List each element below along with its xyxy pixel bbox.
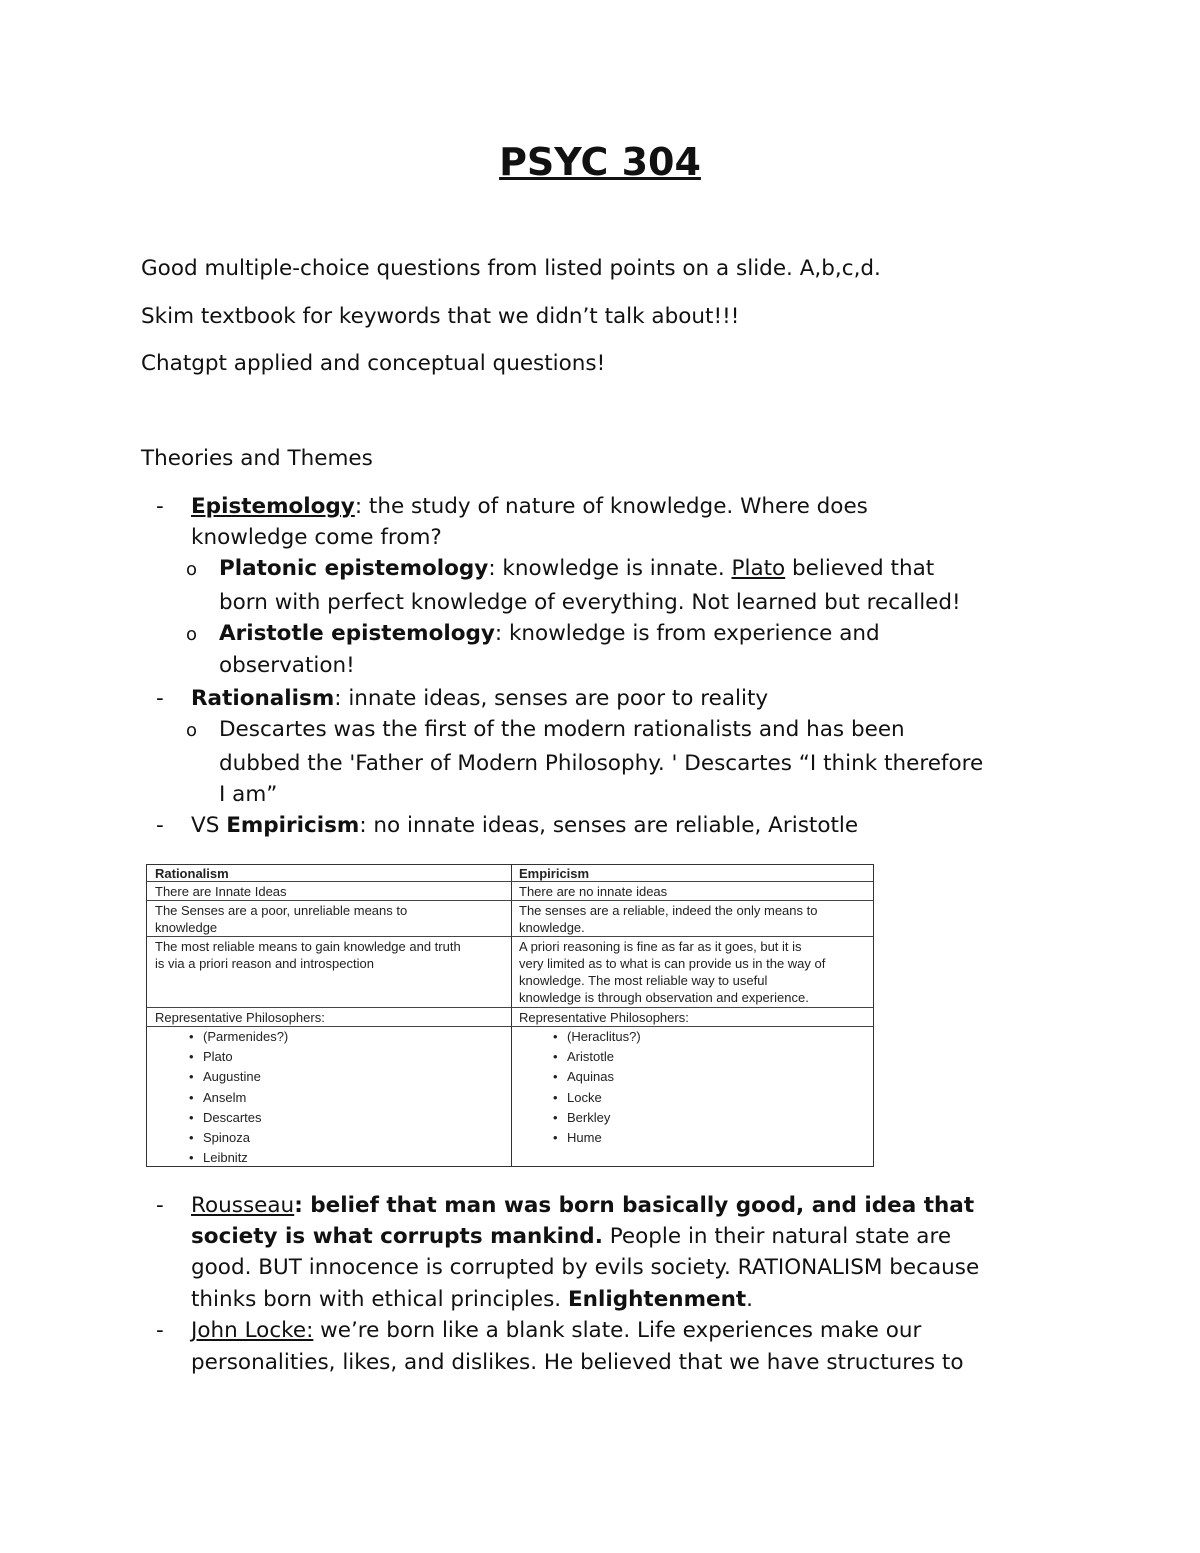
- table-cell-line: knowledge: [155, 920, 218, 935]
- list-item: • (Heraclitus?): [567, 1027, 869, 1047]
- table-row-divider: [147, 1007, 873, 1008]
- locke-name: John Locke:: [191, 1318, 314, 1343]
- intro-line-2: Skim textbook for keywords that we didn’t talk about!!!: [141, 304, 740, 329]
- list-item: • Augustine: [203, 1067, 505, 1087]
- locke-text: we’re born like a blank slate. Life experiences make our: [313, 1318, 922, 1343]
- dash-bullet: -: [156, 1318, 164, 1343]
- table-row-divider: [147, 936, 873, 937]
- table-column-divider: [511, 865, 512, 1166]
- circle-bullet: o: [186, 720, 198, 741]
- list-item: • Leibnitz: [203, 1148, 505, 1168]
- list-item: • Anselm: [203, 1088, 505, 1108]
- aristotle-line-2: observation!: [219, 653, 355, 678]
- aristotle-text: : knowledge is from experience and: [494, 621, 880, 646]
- table-cell: [519, 938, 869, 1006]
- circle-bullet: o: [186, 559, 198, 580]
- table-cell-line: A priori reasoning is fine as far as it goes, but it is: [519, 939, 802, 954]
- table-cell: [519, 902, 869, 936]
- platonic-item: [219, 556, 934, 581]
- rousseau-line-2: [191, 1224, 951, 1249]
- intro-line-3: Chatgpt applied and conceptual questions!: [141, 351, 606, 376]
- intro-line-1: Good multiple-choice questions from listed points on a slide. A,b,c,d.: [141, 256, 881, 281]
- table-cell-line: knowledge is through observation and experience.: [519, 990, 809, 1005]
- table-cell-line: The Senses are a poor, unreliable means to: [155, 903, 408, 918]
- table-cell: Representative Philosophers:: [519, 1010, 689, 1025]
- rousseau-item: [191, 1193, 974, 1218]
- rousseau-line-4: [191, 1287, 753, 1312]
- table-header-empiricism: Empiricism: [519, 866, 590, 881]
- platonic-text-2: believed that: [785, 556, 935, 581]
- descartes-line-3: I am”: [219, 782, 278, 807]
- list-item: • Descartes: [203, 1108, 505, 1128]
- empiricism-item: [191, 813, 858, 838]
- table-cell: [155, 902, 505, 936]
- table-cell-philosophers-right: [519, 1027, 869, 1148]
- list-item: • Aquinas: [567, 1067, 869, 1087]
- descartes-line-1: Descartes was the first of the modern rationalists and has been: [219, 717, 905, 742]
- section-heading: Theories and Themes: [141, 446, 373, 471]
- epistemology-line-2: knowledge come from?: [191, 525, 442, 550]
- rationalism-empiricism-table: [146, 864, 874, 1167]
- empiricism-term: Empiricism: [226, 813, 360, 838]
- enlightenment-term: Enlightenment: [567, 1287, 747, 1312]
- rousseau-text: People in their natural state are: [602, 1224, 952, 1249]
- rousseau-period: .: [746, 1287, 753, 1312]
- table-cell: Representative Philosophers:: [155, 1010, 325, 1025]
- locke-item: [191, 1318, 921, 1343]
- dash-bullet: -: [156, 813, 164, 838]
- list-item: • Berkley: [567, 1108, 869, 1128]
- plato-name: Plato: [731, 556, 786, 581]
- table-cell: There are Innate Ideas: [155, 884, 287, 899]
- platonic-line-2: born with perfect knowledge of everything. Not learned but recalled!: [219, 590, 961, 615]
- table-cell-line: The most reliable means to gain knowledge and truth: [155, 939, 461, 954]
- rationalism-text: : innate ideas, senses are poor to reality: [334, 686, 769, 711]
- aristotle-item: [219, 621, 880, 646]
- table-cell-line: very limited as to what is can provide us in the way of: [519, 956, 826, 971]
- list-item: • (Parmenides?): [203, 1027, 505, 1047]
- circle-bullet: o: [186, 624, 198, 645]
- aristotle-term: Aristotle epistemology: [219, 621, 495, 646]
- rousseau-belief-2: society is what corrupts mankind.: [191, 1224, 603, 1249]
- rousseau-name: Rousseau: [191, 1193, 295, 1218]
- table-cell-line: knowledge. The most reliable way to useful: [519, 973, 768, 988]
- dash-bullet: -: [156, 686, 164, 711]
- epistemology-item: [191, 494, 868, 519]
- platonic-text: : knowledge is innate.: [488, 556, 732, 581]
- list-item: • Spinoza: [203, 1128, 505, 1148]
- page-title: PSYC 304: [499, 140, 701, 184]
- table-header-rationalism: Rationalism: [155, 866, 229, 881]
- rousseau-belief: : belief that man was born basically good, and idea that: [294, 1193, 975, 1218]
- table-cell-line: is via a priori reason and introspection: [155, 956, 374, 971]
- list-item: • Aristotle: [567, 1047, 869, 1067]
- table-row-divider: [147, 900, 873, 901]
- table-cell: [155, 938, 505, 972]
- platonic-term: Platonic epistemology: [219, 556, 489, 581]
- epistemology-term: Epistemology: [191, 494, 355, 519]
- list-item: • Plato: [203, 1047, 505, 1067]
- dash-bullet: -: [156, 1193, 164, 1218]
- list-item: • Hume: [567, 1128, 869, 1148]
- table-cell-philosophers-left: [155, 1027, 505, 1168]
- empiricism-prefix: VS: [191, 813, 227, 838]
- table-cell-line: knowledge.: [519, 920, 585, 935]
- table-cell-line: The senses are a reliable, indeed the only means to: [519, 903, 818, 918]
- rationalism-item: [191, 686, 768, 711]
- rationalism-term: Rationalism: [191, 686, 335, 711]
- table-cell: There are no innate ideas: [519, 884, 668, 899]
- descartes-line-2: dubbed the 'Father of Modern Philosophy. ' Descartes “I think therefore: [219, 751, 984, 776]
- dash-bullet: -: [156, 494, 164, 519]
- list-item: • Locke: [567, 1088, 869, 1108]
- empiricism-text: : no innate ideas, senses are reliable, Aristotle: [359, 813, 859, 838]
- rousseau-text-4: thinks born with ethical principles.: [191, 1287, 568, 1312]
- philosopher-list: [155, 1027, 505, 1168]
- locke-line-2: personalities, likes, and dislikes. He believed that we have structures to: [191, 1350, 964, 1375]
- epistemology-definition: : the study of nature of knowledge. Where does: [354, 494, 868, 519]
- rousseau-line-3: good. BUT innocence is corrupted by evils society. RATIONALISM because: [191, 1255, 980, 1280]
- philosopher-list: [519, 1027, 869, 1148]
